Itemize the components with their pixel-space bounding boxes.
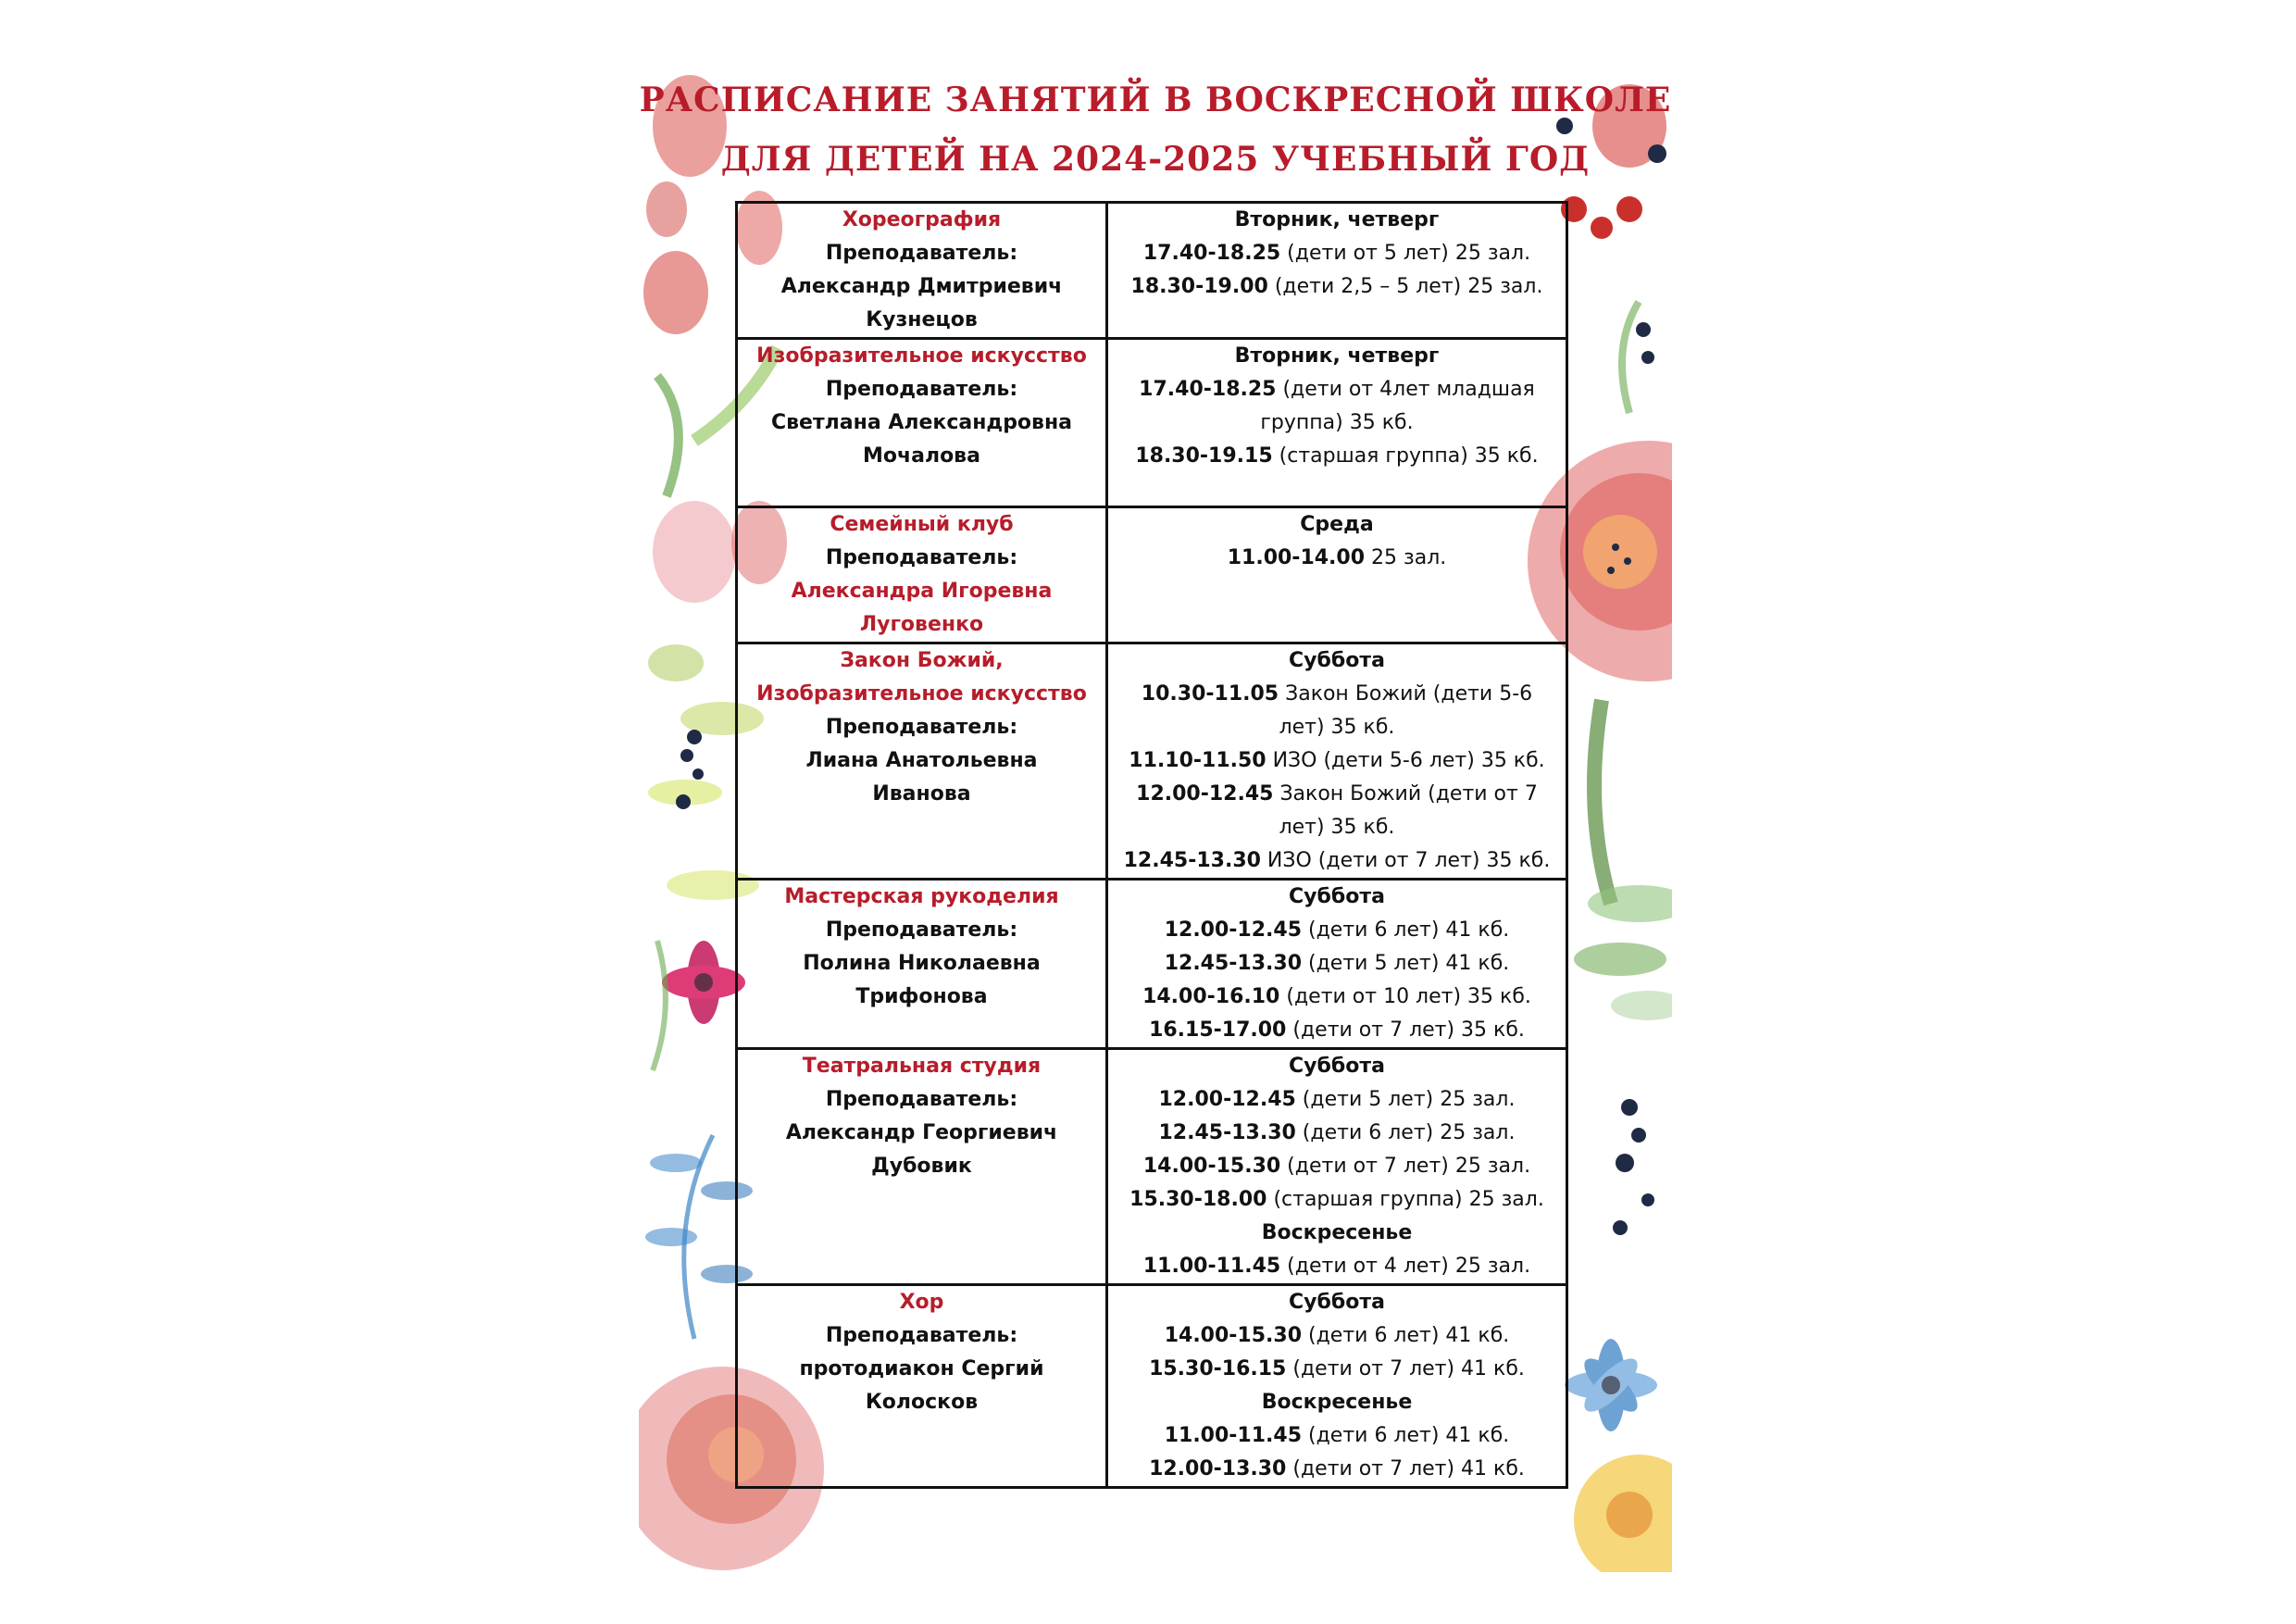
teacher-name: Дубовик (871, 1155, 972, 1178)
schedule-time: 11.00-11.45 (1142, 1255, 1281, 1278)
schedule-day: Вторник, четверг (1234, 344, 1440, 368)
schedule-cell (1106, 507, 1566, 643)
teacher-name: Колосков (865, 1391, 979, 1414)
class-info-cell (737, 1049, 1107, 1285)
class-info-cell (737, 880, 1107, 1049)
schedule-line (1114, 542, 1560, 575)
subject-name: Театральная студия (802, 1055, 1042, 1078)
schedule-details: (дети от 7 лет) 25 зал. (1280, 1155, 1531, 1178)
table-row (737, 203, 1567, 339)
schedule-day: Вторник, четверг (1234, 208, 1440, 231)
schedule-details: лет) 35 кб. (1279, 716, 1395, 739)
title-line-1: РАСПИСАНИЕ ЗАНЯТИЙ В ВОСКРЕСНОЙ ШКОЛЕ (639, 81, 1672, 119)
class-info-cell (737, 1285, 1107, 1488)
schedule-cell (1106, 880, 1566, 1049)
schedule-time: 12.45-13.30 (1158, 1121, 1296, 1144)
schedule-details: Закон Божий (дети от 7 (1273, 782, 1538, 806)
subject-name: Хореография (842, 208, 1002, 231)
teacher-label: Преподаватель: (825, 378, 1018, 401)
schedule-day: Воскресенье (1261, 1221, 1413, 1244)
subject-name: Семейный клуб (830, 513, 1014, 536)
schedule-time: 12.00-12.45 (1158, 1088, 1296, 1111)
subject-name: Мастерская рукоделия (784, 885, 1059, 908)
schedule-time: 18.30-19.15 (1135, 444, 1273, 468)
schedule-details: 25 зал. (1365, 546, 1447, 569)
teacher-name: Александр Георгиевич (785, 1121, 1058, 1144)
schedule-details: ИЗО (дети от 7 лет) 35 кб. (1260, 849, 1551, 872)
schedule-table (735, 201, 1568, 1489)
teacher-name: протодиакон Сергий (799, 1357, 1044, 1380)
teacher-name: Трифонова (855, 985, 988, 1008)
schedule-line (1114, 678, 1560, 711)
teacher-label: Преподаватель: (825, 546, 1018, 569)
schedule-day: Суббота (1289, 649, 1385, 672)
teacher-name: Светлана Александровна (770, 411, 1073, 434)
schedule-line (1114, 1319, 1560, 1353)
schedule-line (1114, 1014, 1560, 1047)
schedule-line (1114, 914, 1560, 947)
schedule-time: 12.00-12.45 (1136, 782, 1274, 806)
schedule-details: (дети от 10 лет) 35 кб. (1279, 985, 1531, 1008)
teacher-name: Иванова (872, 782, 971, 806)
title-line-2: ДЛЯ ДЕТЕЙ НА 2024-2025 УЧЕБНЫЙ ГОД (720, 140, 1591, 179)
schedule-time: 12.45-13.30 (1123, 849, 1261, 872)
schedule-line (1114, 981, 1560, 1014)
teacher-label: Преподаватель: (825, 918, 1018, 942)
teacher-name: Александра Игоревна (791, 580, 1053, 603)
table-row (737, 1049, 1567, 1285)
schedule-line (1114, 811, 1560, 844)
subject-name: Изобразительное искусство (756, 344, 1087, 368)
class-info-cell (737, 643, 1107, 880)
teacher-name: Мочалова (863, 444, 980, 468)
schedule-cell (1106, 1049, 1566, 1285)
schedule-time: 11.00-14.00 (1227, 546, 1366, 569)
schedule-time: 12.45-13.30 (1164, 952, 1303, 975)
schedule-line (1114, 1419, 1560, 1453)
schedule-line (1114, 1453, 1560, 1486)
teacher-label: Преподаватель: (825, 242, 1018, 265)
schedule-time: 11.00-11.45 (1164, 1424, 1303, 1447)
schedule-details: (дети 6 лет) 41 кб. (1302, 1424, 1510, 1447)
schedule-line (1114, 947, 1560, 981)
schedule-details: (дети 5 лет) 41 кб. (1302, 952, 1510, 975)
schedule-cell (1106, 643, 1566, 880)
schedule-details: (дети 6 лет) 41 кб. (1302, 918, 1510, 942)
poster (639, 70, 1672, 1572)
schedule-day: Среда (1300, 513, 1374, 536)
schedule-details: (дети от 4 лет) 25 зал. (1280, 1255, 1531, 1278)
schedule-time: 17.40-18.25 (1139, 378, 1277, 401)
schedule-time: 12.00-13.30 (1149, 1457, 1287, 1480)
schedule-table-body (737, 203, 1567, 1488)
schedule-line (1114, 1150, 1560, 1183)
schedule-details: Закон Божий (дети 5-6 (1279, 682, 1533, 706)
table-row (737, 643, 1567, 880)
schedule-time: 10.30-11.05 (1141, 682, 1279, 706)
schedule-line (1114, 1353, 1560, 1386)
schedule-details: (старшая группа) 35 кб. (1272, 444, 1539, 468)
schedule-line (1114, 711, 1560, 744)
subject-name: Изобразительное искусство (756, 682, 1087, 706)
teacher-name: Александр Дмитриевич (780, 275, 1063, 298)
schedule-details: лет) 35 кб. (1279, 816, 1395, 839)
schedule-cell (1106, 1285, 1566, 1488)
class-info-cell (737, 339, 1107, 507)
schedule-time: 12.00-12.45 (1164, 918, 1303, 942)
schedule-day: Воскресенье (1261, 1391, 1413, 1414)
schedule-line (1114, 440, 1560, 473)
schedule-details: (дети 6 лет) 25 зал. (1295, 1121, 1516, 1144)
schedule-details: группа) 35 кб. (1260, 411, 1414, 434)
schedule-details: (дети от 7 лет) 41 кб. (1286, 1457, 1525, 1480)
schedule-time: 11.10-11.50 (1129, 749, 1267, 772)
schedule-time: 15.30-16.15 (1149, 1357, 1287, 1380)
teacher-name: Лиана Анатольевна (805, 749, 1038, 772)
schedule-line (1114, 1117, 1560, 1150)
schedule-line (1114, 1250, 1560, 1283)
teacher-label: Преподаватель: (825, 716, 1018, 739)
schedule-details: (дети 5 лет) 25 зал. (1295, 1088, 1516, 1111)
schedule-time: 14.00-15.30 (1142, 1155, 1281, 1178)
schedule-time: 16.15-17.00 (1149, 1018, 1287, 1042)
schedule-details: (дети от 7 лет) 41 кб. (1286, 1357, 1525, 1380)
schedule-line (1114, 778, 1560, 811)
schedule-line (1114, 406, 1560, 440)
teacher-name: Луговенко (859, 613, 984, 636)
schedule-line (1114, 1183, 1560, 1217)
schedule-details: (дети от 4лет младшая (1276, 378, 1535, 401)
schedule-day: Суббота (1289, 885, 1385, 908)
schedule-details: (дети от 5 лет) 25 зал. (1280, 242, 1531, 265)
schedule-line (1114, 237, 1560, 270)
schedule-day: Суббота (1289, 1291, 1385, 1314)
schedule-details: (дети от 7 лет) 35 кб. (1286, 1018, 1525, 1042)
table-row (737, 339, 1567, 507)
teacher-name: Полина Николаевна (803, 952, 1041, 975)
schedule-details: (дети 6 лет) 41 кб. (1302, 1324, 1510, 1347)
schedule-line (1114, 844, 1560, 878)
table-row (737, 507, 1567, 643)
schedule-details: ИЗО (дети 5-6 лет) 35 кб. (1266, 749, 1545, 772)
schedule-cell (1106, 339, 1566, 507)
teacher-label: Преподаватель: (825, 1088, 1018, 1111)
schedule-line (1114, 270, 1560, 304)
subject-name: Закон Божий, (840, 649, 1004, 672)
schedule-time: 14.00-16.10 (1142, 985, 1280, 1008)
schedule-time: 17.40-18.25 (1142, 242, 1281, 265)
teacher-label: Преподаватель: (825, 1324, 1018, 1347)
schedule-line (1114, 744, 1560, 778)
subject-name: Хор (899, 1291, 944, 1314)
schedule-time: 18.30-19.00 (1130, 275, 1268, 298)
schedule-details: (старшая группа) 25 зал. (1267, 1188, 1544, 1211)
schedule-details: (дети 2,5 – 5 лет) 25 зал. (1267, 275, 1543, 298)
class-info-cell (737, 507, 1107, 643)
schedule-day: Суббота (1289, 1055, 1385, 1078)
schedule-line (1114, 373, 1560, 406)
teacher-name: Кузнецов (866, 308, 978, 331)
schedule-time: 15.30-18.00 (1129, 1188, 1267, 1211)
schedule-line (1114, 1083, 1560, 1117)
schedule-cell (1106, 203, 1566, 339)
table-row (737, 1285, 1567, 1488)
schedule-time: 14.00-15.30 (1164, 1324, 1303, 1347)
table-row (737, 880, 1567, 1049)
class-info-cell (737, 203, 1107, 339)
